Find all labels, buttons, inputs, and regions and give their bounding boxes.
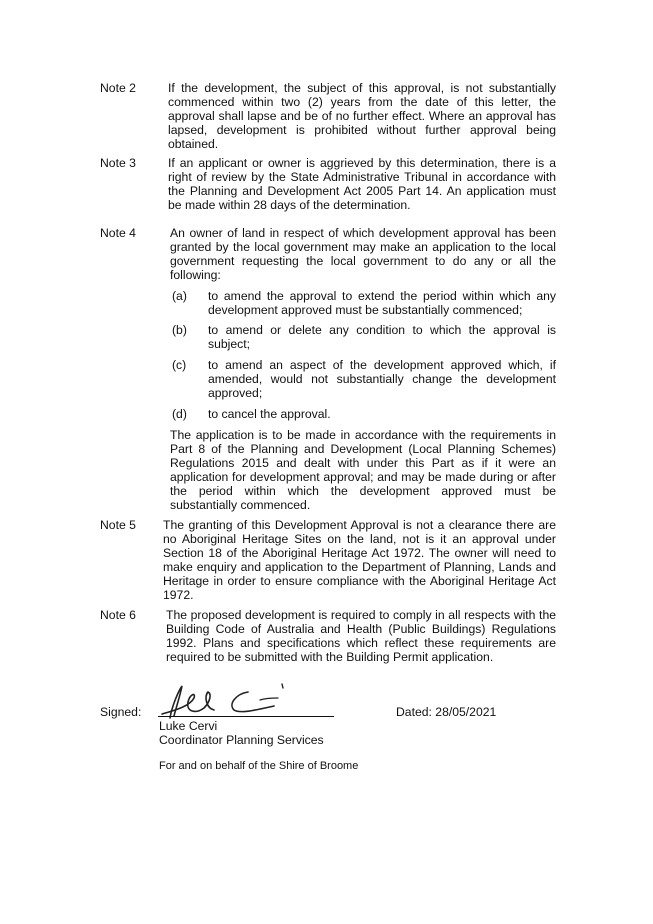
note-5-label: Note 5 [100, 518, 136, 532]
behalf-statement: For and on behalf of the Shire of Broome [159, 760, 359, 772]
signature-line [158, 716, 334, 717]
note-4-item-d-label: (d) [172, 407, 187, 421]
note-5-text: The granting of this Development Approval is not a clearance there are no Aboriginal Heritage Sites on the land, not is it an approval under Section 18 of the Aboriginal Heritage Act 1972. The owner will need to make enquiry and application to the Department of Planning, Lands and Heritage in order to ensure compliance with the Aboriginal Heritage Act 1972. [163, 518, 556, 602]
note-4-item-a-text: to amend the approval to extend the period within which any development approved must be substantially commenced; [208, 289, 556, 317]
note-4-label: Note 4 [100, 226, 136, 240]
note-3-label: Note 3 [100, 156, 136, 170]
signatory-title: Coordinator Planning Services [159, 733, 324, 747]
signatory-name: Luke Cervi [159, 719, 218, 733]
note-4-item-b-text: to amend or delete any condition to which the approval is subject; [208, 323, 556, 351]
note-4-item-c-label: (c) [172, 358, 187, 372]
note-4-text: An owner of land in respect of which development approval has been granted by the local government may make an application to the local government requesting the local government to do any or all the following: [170, 226, 556, 282]
note-3-text: If an applicant or owner is aggrieved by this determination, there is a right of review by the State Administrative Tribunal in accordance with the Planning and Development Act 2005 Part 14. An application must be made within 28 days of the determination. [168, 156, 556, 212]
note-6-label: Note 6 [100, 608, 136, 622]
handwritten-signature [156, 680, 306, 720]
note-4-closing: The application is to be made in accordance with the requirements in Part 8 of the Planning and Development (Local Planning Schemes) Regulations 2015 and dealt with under this Part as if it were an application for development approval; and may be made during or after the period within which the development approved must be substantially commenced. [170, 428, 556, 512]
note-2-text: If the development, the subject of this approval, is not substantially commenced within two (2) years from the date of this letter, the approval shall lapse and be of no further effect. Where an approval has lapsed, development is prohibited without further approval being obtained. [168, 81, 556, 151]
note-4-item-c-text: to amend an aspect of the development approved which, if amended, would not substantially change the development approved; [208, 358, 556, 400]
note-4-item-b-label: (b) [172, 323, 187, 337]
note-2-label: Note 2 [100, 81, 136, 95]
note-4-item-a-label: (a) [172, 289, 187, 303]
signed-label: Signed: [100, 705, 142, 719]
note-6-text: The proposed development is required to comply in all respects with the Building Code of Australia and Health (Public Buildings) Regulations 1992. Plans and specifications which reflect these requirements are required to be submitted with the Building Permit application. [166, 608, 556, 664]
note-4-item-d-text: to cancel the approval. [208, 407, 331, 421]
dated-label: Dated: 28/05/2021 [396, 705, 497, 719]
